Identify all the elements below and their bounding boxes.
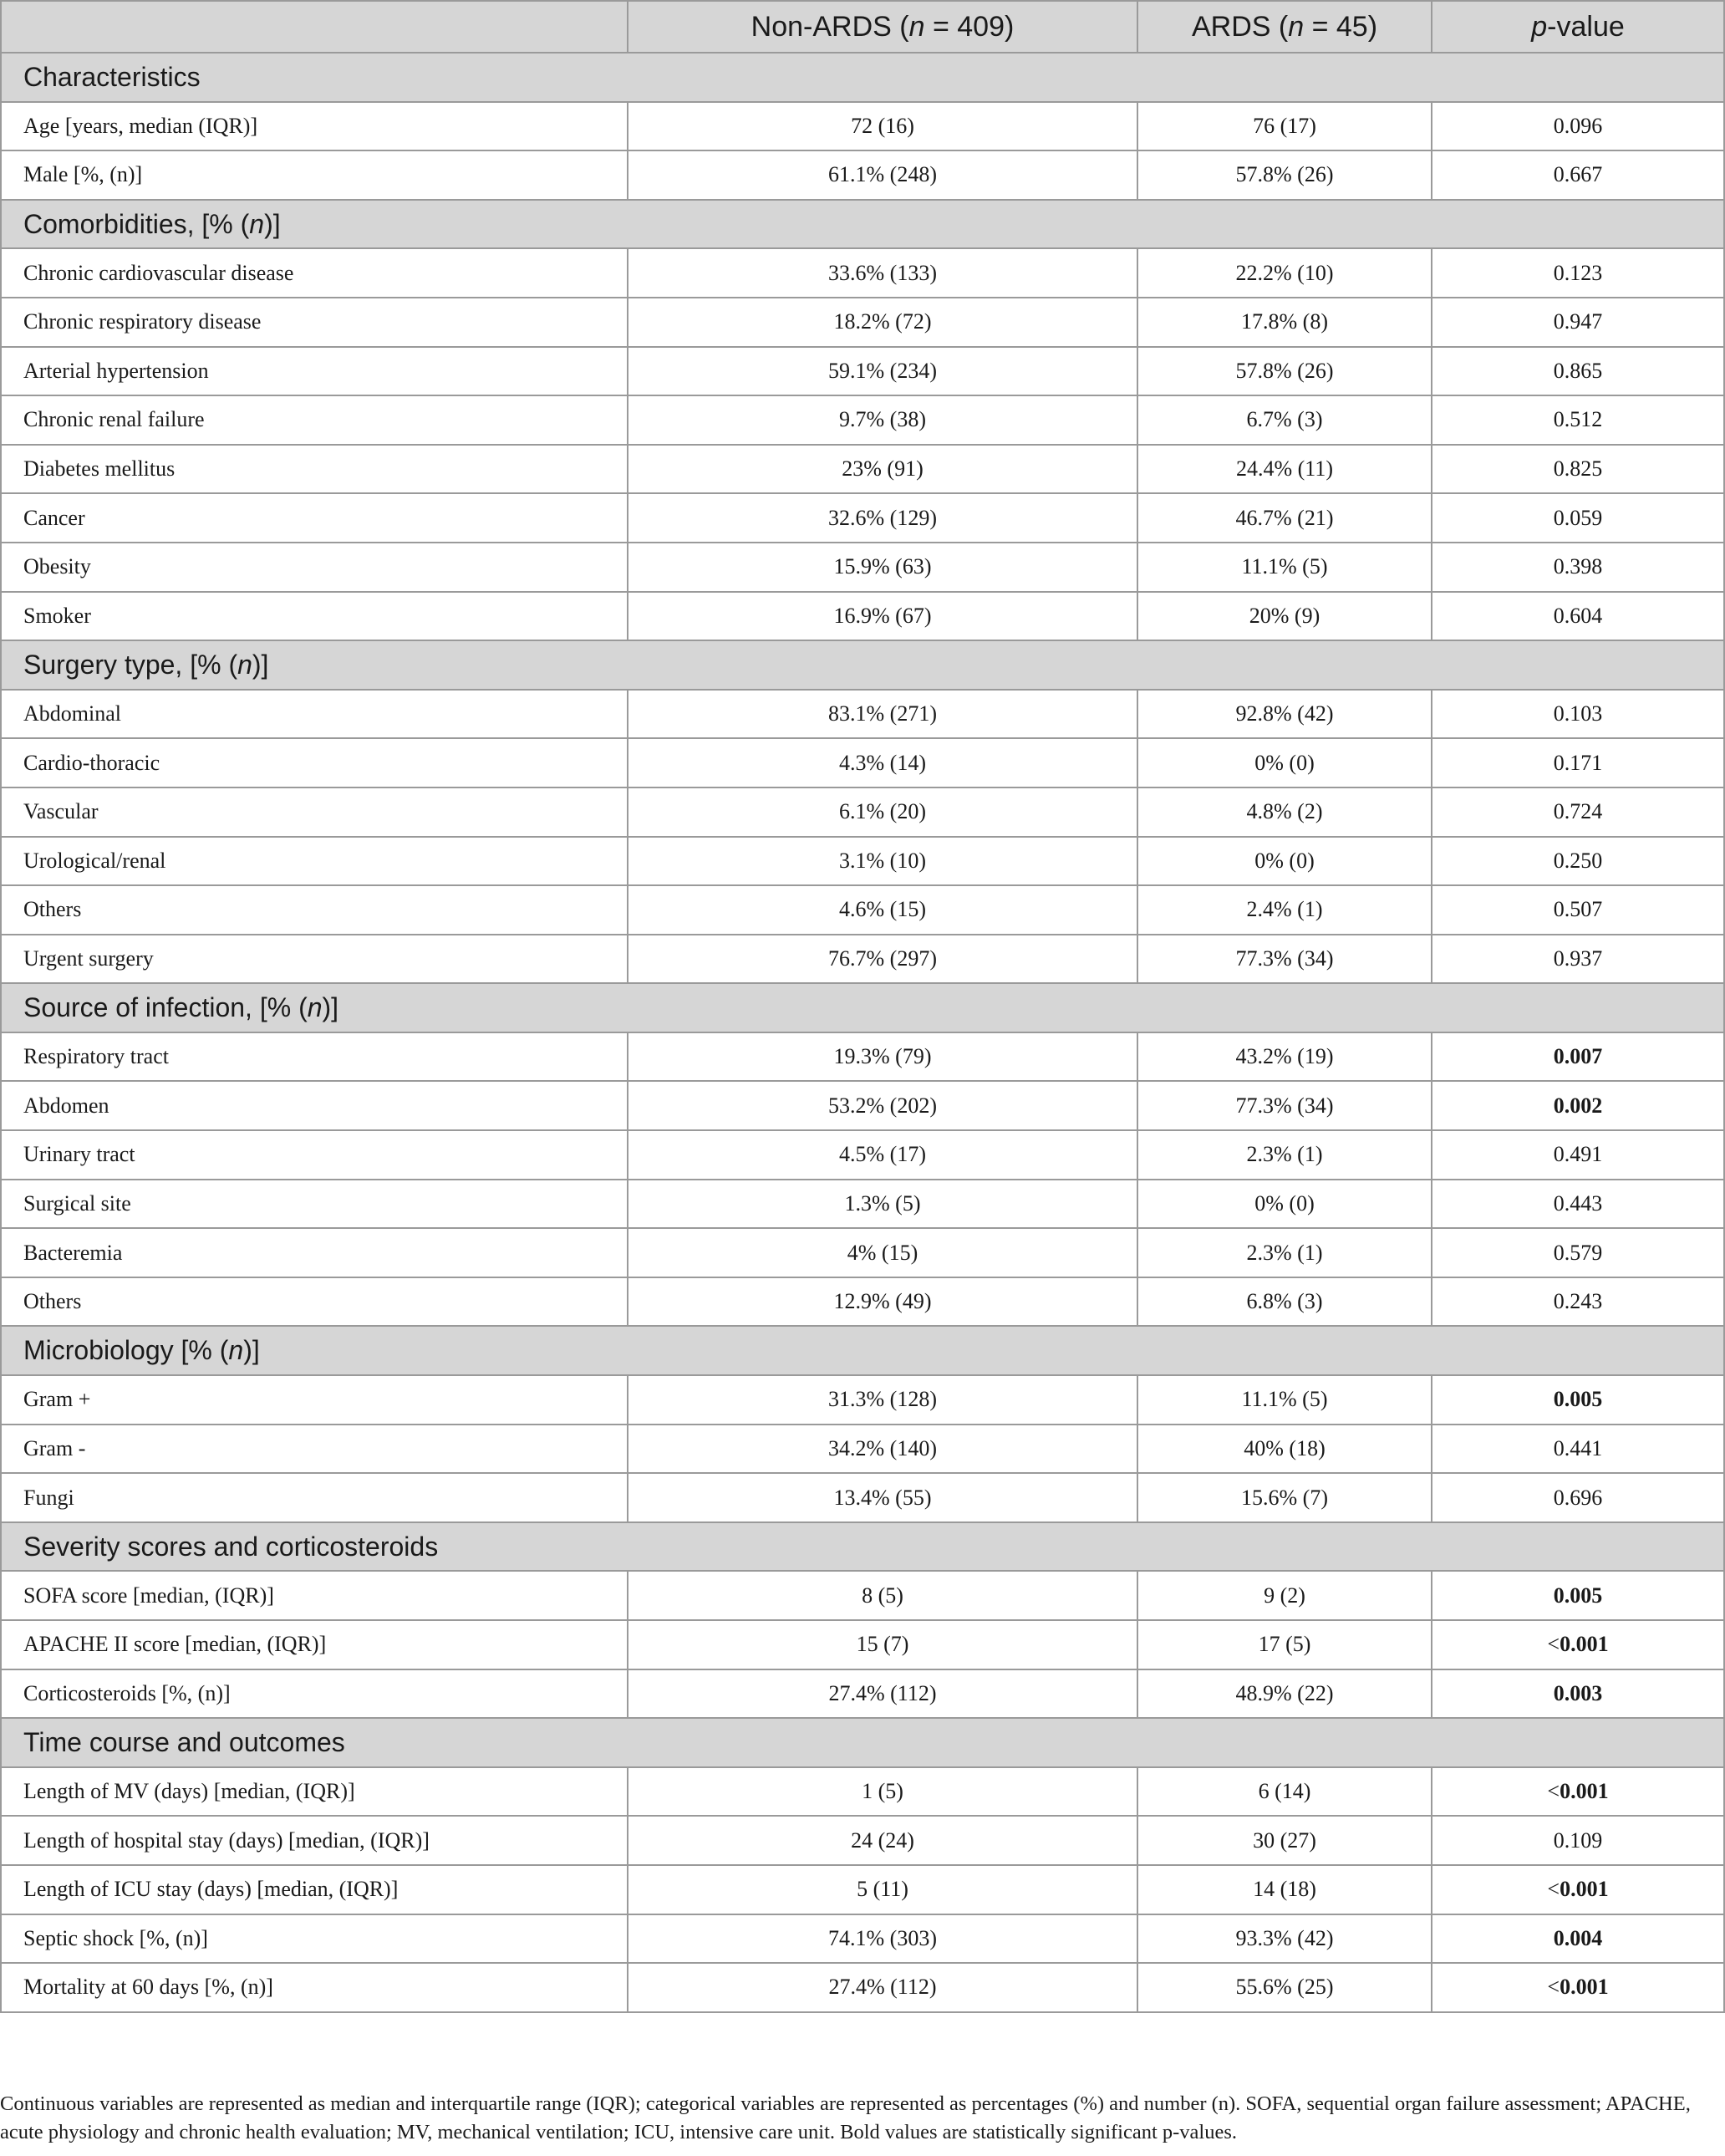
row-label: APACHE II score [median, (IQR)] (1, 1620, 628, 1669)
table-row (1, 1081, 1724, 1130)
p-value-number: 0.005 (1553, 1583, 1603, 1608)
section-header-row (1, 53, 1724, 102)
non-ards-value: 24 (24) (628, 1816, 1137, 1865)
row-label: Surgical site (1, 1180, 628, 1229)
p-value (1432, 935, 1724, 984)
ards-value: 22.2% (10) (1137, 248, 1432, 298)
section-title-suffix: )] (322, 992, 339, 1023)
non-ards-value: 72 (16) (628, 102, 1137, 151)
header-ards: ARDS (n = 45) (1137, 1, 1432, 53)
ards-value: 2.3% (1) (1137, 1228, 1432, 1277)
p-value-number: 0.604 (1553, 603, 1603, 628)
section-title (1, 53, 1724, 102)
section-title-text: Severity scores and corticosteroids (23, 1531, 439, 1562)
ards-value: 15.6% (7) (1137, 1473, 1432, 1522)
table-row (1, 1180, 1724, 1229)
row-label: Urgent surgery (1, 935, 628, 984)
p-value (1432, 1669, 1724, 1719)
row-label: Age [years, median (IQR)] (1, 102, 628, 151)
p-value (1432, 395, 1724, 445)
row-label: Diabetes mellitus (1, 445, 628, 494)
non-ards-value: 4% (15) (628, 1228, 1137, 1277)
ards-value: 2.4% (1) (1137, 885, 1432, 935)
p-value (1432, 1228, 1724, 1277)
ards-value: 17 (5) (1137, 1620, 1432, 1669)
non-ards-value: 4.3% (14) (628, 738, 1137, 787)
p-value (1432, 1277, 1724, 1327)
ards-value: 92.8% (42) (1137, 690, 1432, 739)
p-value (1432, 102, 1724, 151)
p-value (1432, 885, 1724, 935)
row-label: Length of MV (days) [median, (IQR)] (1, 1767, 628, 1817)
non-ards-value: 15.9% (63) (628, 543, 1137, 592)
p-value-number: 0.003 (1553, 1680, 1603, 1705)
p-value (1432, 493, 1724, 543)
p-value (1432, 787, 1724, 837)
non-ards-value: 34.2% (140) (628, 1425, 1137, 1474)
p-value (1432, 347, 1724, 396)
table-row (1, 1228, 1724, 1277)
non-ards-value: 76.7% (297) (628, 935, 1137, 984)
p-value-number: 0.825 (1553, 456, 1603, 482)
p-value (1432, 1865, 1724, 1914)
ards-value: 11.1% (5) (1137, 1375, 1432, 1425)
p-value-prefix: < (1547, 1632, 1560, 1657)
row-label: Others (1, 1277, 628, 1327)
section-title-suffix: )] (243, 1335, 260, 1366)
p-value (1432, 1032, 1724, 1082)
p-value-number: 0.109 (1553, 1827, 1603, 1853)
non-ards-value: 74.1% (303) (628, 1914, 1137, 1964)
table-row (1, 1620, 1724, 1669)
table-row (1, 1669, 1724, 1719)
p-value (1432, 1816, 1724, 1865)
table-row (1, 1571, 1724, 1620)
p-value (1432, 690, 1724, 739)
row-label: Chronic respiratory disease (1, 298, 628, 347)
row-label: SOFA score [median, (IQR)] (1, 1571, 628, 1620)
row-label: Smoker (1, 592, 628, 641)
ards-value: 76 (17) (1137, 102, 1432, 151)
table-row (1, 1425, 1724, 1474)
section-title-text: Surgery type, [% ( (23, 649, 238, 680)
p-value-number: 0.001 (1560, 1632, 1609, 1657)
table-row (1, 347, 1724, 396)
p-value-prefix: < (1547, 1877, 1560, 1902)
table-row (1, 102, 1724, 151)
header-p-value: p-value (1432, 1, 1724, 53)
non-ards-value: 12.9% (49) (628, 1277, 1137, 1327)
p-value-number: 0.724 (1553, 799, 1603, 824)
p-value (1432, 1620, 1724, 1669)
row-label: Length of hospital stay (days) [median, (IQR)] (1, 1816, 628, 1865)
ards-value: 9 (2) (1137, 1571, 1432, 1620)
p-value-number: 0.491 (1553, 1142, 1603, 1167)
p-value-number: 0.005 (1553, 1387, 1603, 1412)
table-body (1, 53, 1724, 2012)
ards-value: 0% (0) (1137, 738, 1432, 787)
section-title (1, 1718, 1724, 1767)
non-ards-value: 5 (11) (628, 1865, 1137, 1914)
non-ards-value: 9.7% (38) (628, 395, 1137, 445)
p-value (1432, 298, 1724, 347)
ards-value: 24.4% (11) (1137, 445, 1432, 494)
ards-value: 6.7% (3) (1137, 395, 1432, 445)
p-value (1432, 1180, 1724, 1229)
table-row (1, 445, 1724, 494)
row-label: Gram - (1, 1425, 628, 1474)
table-row (1, 395, 1724, 445)
row-label: Chronic renal failure (1, 395, 628, 445)
table-row (1, 1963, 1724, 2012)
section-title-text: Comorbidities, [% ( (23, 208, 250, 239)
non-ards-value: 16.9% (67) (628, 592, 1137, 641)
p-value-number: 0.103 (1553, 701, 1603, 726)
p-value (1432, 1963, 1724, 2012)
ards-value: 30 (27) (1137, 1816, 1432, 1865)
table-row (1, 1473, 1724, 1522)
section-title (1, 1326, 1724, 1375)
ards-value: 77.3% (34) (1137, 1081, 1432, 1130)
p-value (1432, 248, 1724, 298)
table-row (1, 738, 1724, 787)
p-value (1432, 1914, 1724, 1964)
section-title-n: n (249, 208, 265, 239)
p-value-number: 0.865 (1553, 358, 1603, 383)
header-variable (1, 1, 628, 53)
non-ards-value: 3.1% (10) (628, 837, 1137, 886)
section-title-n: n (307, 992, 323, 1023)
p-value (1432, 1767, 1724, 1817)
table-row (1, 543, 1724, 592)
p-value-number: 0.507 (1553, 897, 1603, 922)
ards-value: 6 (14) (1137, 1767, 1432, 1817)
ards-value: 77.3% (34) (1137, 935, 1432, 984)
non-ards-value: 1.3% (5) (628, 1180, 1137, 1229)
non-ards-value: 53.2% (202) (628, 1081, 1137, 1130)
row-label: Bacteremia (1, 1228, 628, 1277)
row-label: Length of ICU stay (days) [median, (IQR)] (1, 1865, 628, 1914)
section-title (1, 983, 1724, 1032)
section-title (1, 200, 1724, 249)
table-row (1, 935, 1724, 984)
row-label: Gram + (1, 1375, 628, 1425)
non-ards-value: 23% (91) (628, 445, 1137, 494)
row-label: Septic shock [%, (n)] (1, 1914, 628, 1964)
non-ards-value: 32.6% (129) (628, 493, 1137, 543)
row-label: Respiratory tract (1, 1032, 628, 1082)
row-label: Male [%, (n)] (1, 150, 628, 200)
ards-value: 46.7% (21) (1137, 493, 1432, 543)
table-row (1, 493, 1724, 543)
p-value (1432, 837, 1724, 886)
non-ards-value: 8 (5) (628, 1571, 1137, 1620)
table-row (1, 1032, 1724, 1082)
p-value-prefix: < (1547, 1975, 1560, 2000)
ards-value: 0% (0) (1137, 837, 1432, 886)
non-ards-value: 83.1% (271) (628, 690, 1137, 739)
p-value (1432, 150, 1724, 200)
row-label: Urological/renal (1, 837, 628, 886)
row-label: Chronic cardiovascular disease (1, 248, 628, 298)
p-value (1432, 1425, 1724, 1474)
ards-value: 0% (0) (1137, 1180, 1432, 1229)
ards-value: 57.8% (26) (1137, 150, 1432, 200)
p-value-number: 0.001 (1560, 1779, 1609, 1804)
section-title (1, 640, 1724, 690)
non-ards-value: 31.3% (128) (628, 1375, 1137, 1425)
table-row (1, 592, 1724, 641)
p-value-number: 0.579 (1553, 1240, 1603, 1265)
ards-value: 48.9% (22) (1137, 1669, 1432, 1719)
non-ards-value: 61.1% (248) (628, 150, 1137, 200)
row-label: Others (1, 885, 628, 935)
non-ards-value: 4.5% (17) (628, 1130, 1137, 1180)
section-header-row (1, 1522, 1724, 1572)
p-value-number: 0.004 (1553, 1925, 1603, 1950)
section-header-row (1, 640, 1724, 690)
section-title-n: n (237, 649, 252, 680)
p-value (1432, 1130, 1724, 1180)
p-value-number: 0.007 (1553, 1044, 1603, 1069)
p-value (1432, 1473, 1724, 1522)
p-value-number: 0.171 (1553, 750, 1603, 775)
ards-value: 6.8% (3) (1137, 1277, 1432, 1327)
p-value-number: 0.243 (1553, 1289, 1603, 1314)
ards-value: 93.3% (42) (1137, 1914, 1432, 1964)
table-row (1, 1914, 1724, 1964)
p-value-number: 0.096 (1553, 113, 1603, 138)
table-row (1, 1816, 1724, 1865)
p-value (1432, 543, 1724, 592)
section-title (1, 1522, 1724, 1572)
table-row (1, 837, 1724, 886)
ards-value: 11.1% (5) (1137, 543, 1432, 592)
p-value (1432, 592, 1724, 641)
section-header-row (1, 983, 1724, 1032)
section-title-n: n (228, 1335, 244, 1366)
table-row (1, 248, 1724, 298)
row-label: Cardio-thoracic (1, 738, 628, 787)
p-value-number: 0.250 (1553, 848, 1603, 873)
table-row (1, 885, 1724, 935)
row-label: Vascular (1, 787, 628, 837)
p-value-number: 0.001 (1560, 1877, 1609, 1902)
section-title-suffix: )] (264, 208, 281, 239)
non-ards-value: 33.6% (133) (628, 248, 1137, 298)
ards-value: 14 (18) (1137, 1865, 1432, 1914)
row-label: Abdomen (1, 1081, 628, 1130)
header-non-ards: Non-ARDS (n = 409) (628, 1, 1137, 53)
p-value-number: 0.937 (1553, 945, 1603, 971)
section-header-row (1, 1326, 1724, 1375)
table-row (1, 150, 1724, 200)
non-ards-value: 27.4% (112) (628, 1669, 1137, 1719)
ards-value: 4.8% (2) (1137, 787, 1432, 837)
ards-value: 57.8% (26) (1137, 347, 1432, 396)
section-title-text: Microbiology [% ( (23, 1335, 229, 1366)
p-value-number: 0.001 (1560, 1975, 1609, 2000)
row-label: Obesity (1, 543, 628, 592)
non-ards-value: 59.1% (234) (628, 347, 1137, 396)
non-ards-value: 13.4% (55) (628, 1473, 1137, 1522)
non-ards-value: 19.3% (79) (628, 1032, 1137, 1082)
ards-value: 17.8% (8) (1137, 298, 1432, 347)
ards-value: 2.3% (1) (1137, 1130, 1432, 1180)
row-label: Fungi (1, 1473, 628, 1522)
p-value-number: 0.398 (1553, 554, 1603, 579)
table-row (1, 787, 1724, 837)
row-label: Arterial hypertension (1, 347, 628, 396)
row-label: Abdominal (1, 690, 628, 739)
p-value (1432, 1571, 1724, 1620)
ards-value: 40% (18) (1137, 1425, 1432, 1474)
non-ards-value: 6.1% (20) (628, 787, 1137, 837)
non-ards-value: 18.2% (72) (628, 298, 1137, 347)
row-label: Cancer (1, 493, 628, 543)
section-header-row (1, 200, 1724, 249)
table-row (1, 1865, 1724, 1914)
p-value (1432, 738, 1724, 787)
ards-value: 20% (9) (1137, 592, 1432, 641)
section-header-row (1, 1718, 1724, 1767)
p-value-number: 0.947 (1553, 309, 1603, 334)
p-value-number: 0.443 (1553, 1190, 1603, 1216)
table-footnote: Continuous variables are represented as median and interquartile range (IQR); categorical variables are represented as percentages (%) and number (n). SOFA, sequential organ failure assessment; APACHE, acute physiology and chronic health evaluation; MV, mechanical ventilation; ICU, intensive care unit. Bold values are statistically significant p-values. (0, 2092, 1691, 2143)
section-title-text: Source of infection, [% ( (23, 992, 308, 1023)
p-value-number: 0.441 (1553, 1435, 1603, 1460)
table-row (1, 1277, 1724, 1327)
row-label: Urinary tract (1, 1130, 628, 1180)
non-ards-value: 4.6% (15) (628, 885, 1137, 935)
p-value-number: 0.667 (1553, 162, 1603, 187)
table-row (1, 1375, 1724, 1425)
non-ards-value: 27.4% (112) (628, 1963, 1137, 2012)
p-value (1432, 1081, 1724, 1130)
section-title-text: Time course and outcomes (23, 1726, 345, 1757)
table-header-row (1, 1, 1724, 53)
p-value-number: 0.696 (1553, 1485, 1603, 1510)
non-ards-value: 15 (7) (628, 1620, 1137, 1669)
p-value-number: 0.123 (1553, 260, 1603, 285)
p-value-number: 0.059 (1553, 505, 1603, 530)
non-ards-value: 1 (5) (628, 1767, 1137, 1817)
p-value (1432, 1375, 1724, 1425)
p-value-prefix: < (1547, 1779, 1560, 1804)
table-row (1, 690, 1724, 739)
table-row (1, 1130, 1724, 1180)
table-row (1, 298, 1724, 347)
section-title-suffix: )] (252, 649, 269, 680)
p-value-number: 0.002 (1553, 1093, 1603, 1118)
table-row (1, 1767, 1724, 1817)
row-label: Corticosteroids [%, (n)] (1, 1669, 628, 1719)
section-title-text: Characteristics (23, 61, 201, 92)
ards-value: 43.2% (19) (1137, 1032, 1432, 1082)
row-label: Mortality at 60 days [%, (n)] (1, 1963, 628, 2012)
p-value-number: 0.512 (1553, 407, 1603, 432)
p-value (1432, 445, 1724, 494)
ards-value: 55.6% (25) (1137, 1963, 1432, 2012)
